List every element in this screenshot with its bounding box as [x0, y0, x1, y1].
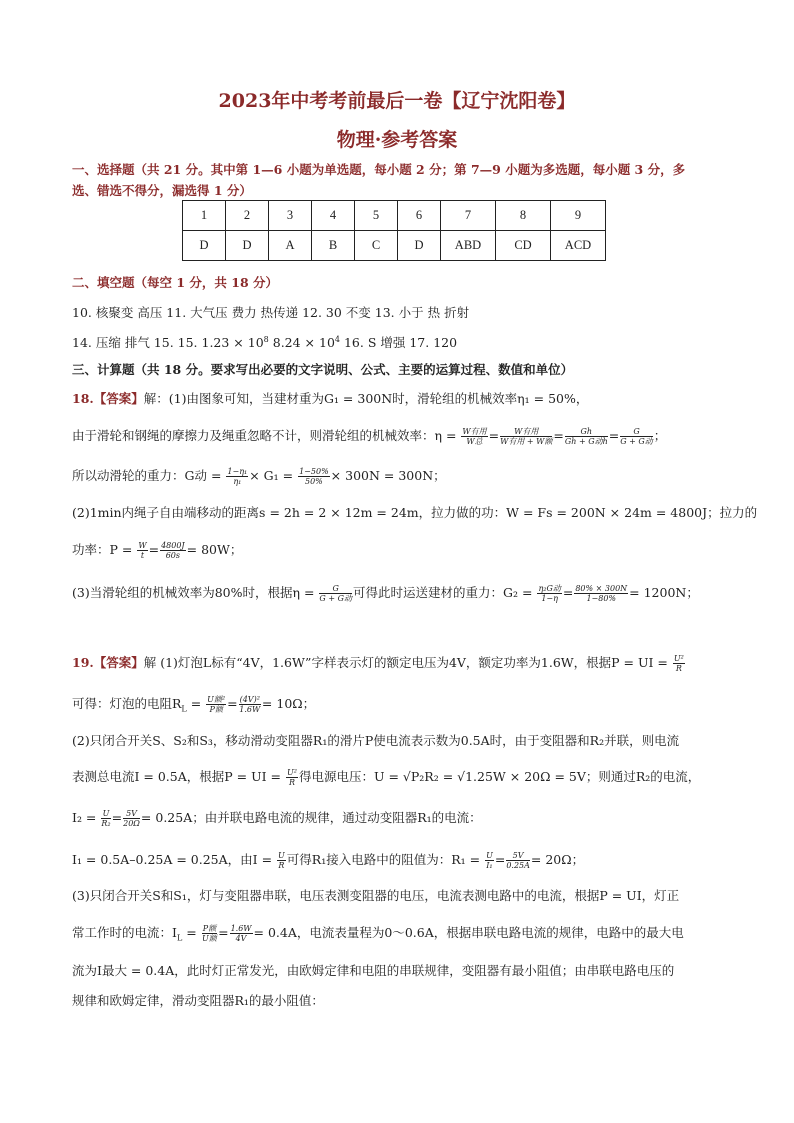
- section2-line2: [72, 333, 732, 351]
- answer-table: [182, 200, 606, 261]
- q18-text6b: 可得此时运送建材的重力：G₂ =: [353, 585, 533, 600]
- q19-text1: 解 (1)灯泡L标有“4V，1.6W”字样表示灯的额定电压为4V，额定功率为1.6W，根据P = UI =: [143, 655, 668, 670]
- frac-g: $\frac{4800J}{60s}$: [161, 541, 185, 560]
- frac-p: $\frac{5V}{20\Omega}$: [123, 809, 140, 828]
- q19-text8: 常工作时的电流：I: [72, 925, 177, 940]
- table-number-cell: 5: [355, 201, 398, 231]
- frac-m: $\frac{\text{(4V)²}}{1.6W}$: [239, 695, 261, 714]
- q19-line10: 规律和欧姆定律，滑动变阻器R₁的最小阻值：: [72, 993, 324, 1008]
- q18-line5: 功率：P = $\frac{W}{t}$ = $\frac{4800J}{60s}$ = 80W；: [72, 541, 243, 560]
- table-answer-cell: ACD: [551, 231, 606, 261]
- frac-h: $\frac{G}{\text{G + G动}}$: [319, 584, 352, 603]
- frac-l: $\frac{\text{U额²}}{\text{P额}}$: [207, 695, 226, 714]
- q18-text3: 所以动滑轮的重力：G动 =: [72, 468, 222, 483]
- frac-q: $\frac{U}{R}$: [278, 851, 285, 870]
- q19-line3: (2)只闭合开关S、S₂和S₃，移动滑动变阻器R₁的滑片P使电流表示数为0.5A时，由于变阻器和R₂并联，则电流: [72, 733, 680, 748]
- q18-label: 18.【答案】: [72, 391, 144, 406]
- q18-text3b: × G₁ =: [249, 468, 294, 483]
- q19-line2: 可得：灯泡的电阻$R_L$ = $\frac{\text{U额²}}{\text{P额}}$ = $\frac{\text{(4V)²}}{1.6W}$ = 10Ω；: [72, 695, 316, 714]
- exponent-1: 8: [263, 334, 269, 344]
- frac-e: $\frac{1-50\%}{50\%}$: [299, 467, 329, 486]
- section2-line1: 10. 核聚变 高压 11. 大气压 费力 热传递 12. 30 不变 13. 小于 热 折射: [72, 305, 470, 320]
- frac-o: $\frac{U}{\text{R₂}}$: [101, 809, 111, 828]
- frac-c: $\frac{G}{\text{G + G动}}$: [620, 427, 653, 446]
- q18-text6: (3)当滑轮组的机械效率为80%时，根据η =: [72, 585, 315, 600]
- table-number-cell: 9: [551, 201, 606, 231]
- q18-text3c: × 300N = 300N；: [330, 468, 446, 483]
- table-number-cell: 1: [183, 201, 226, 231]
- section2-heading: 二、填空题（每空 1 分，共 18 分）: [72, 275, 279, 290]
- q19-text4: 表测总电流I = 0.5A，根据P = UI =: [72, 769, 282, 784]
- frac-s: $\frac{5V}{0.25A}$: [506, 851, 530, 870]
- frac-j: $\frac{80\% \times 300N}{1-80\%}$: [575, 584, 628, 603]
- q18-line3: [72, 466, 732, 486]
- table-answer-cell: D: [226, 231, 269, 261]
- q19-text2: 可得：灯泡的电阻R: [72, 696, 182, 711]
- table-answer-cell: A: [269, 231, 312, 261]
- q19-line5: I₂ = $\frac{U}{\text{R₂}}$ = $\frac{5V}{20\Omega}$ = 0.25A；由并联电路电流的规律，通过动变阻器R₁的电流：: [72, 809, 482, 828]
- table-number-cell: 4: [312, 201, 355, 231]
- q19-line1: [72, 653, 732, 673]
- table-number-cell: 7: [441, 201, 496, 231]
- table-number-cell: 6: [398, 201, 441, 231]
- table-answer-cell: C: [355, 231, 398, 261]
- q19-text2b: = 10Ω；: [261, 696, 316, 711]
- q19-text6c: = 20Ω；: [530, 852, 585, 867]
- q18-line1: [72, 389, 732, 407]
- q18-text2: 由于滑轮和钢绳的摩擦力及绳重忽略不计，则滑轮组的机械效率：η =: [72, 428, 457, 443]
- section2-line2c: 16. S 增强 17. 120: [340, 335, 458, 350]
- table-number-cell: 8: [496, 201, 551, 231]
- exponent-2: 4: [334, 334, 340, 344]
- frac-a: $\frac{\text{W有用}}{\text{W有用 + W额}}$: [500, 427, 553, 446]
- q18-line2: 由于滑轮和钢绳的摩擦力及绳重忽略不计，则滑轮组的机械效率：η = $\frac{\text{W有用}}{\text{W总}}$ = $\frac{\text{W有用}}{\text{W有用 + W额}}$ = $\frac{Gh}{\text{Gh + G动h}}$ = $\frac{G}{\text{G + G动}}$ ；: [72, 427, 667, 446]
- table-answer-cell: D: [398, 231, 441, 261]
- q18-text5: 功率：P =: [72, 542, 133, 557]
- efficiency-formula: $\frac{\text{W有用}}{\text{W总}}$: [462, 427, 487, 446]
- frac-u: $\frac{1.6W}{4V}$: [230, 924, 252, 943]
- frac-f: $\frac{W}{t}$: [138, 541, 147, 560]
- page-title: 2023年中考考前最后一卷【辽宁沈阳卷】: [218, 90, 576, 112]
- frac-k: $\frac{\text{U²}}{R}$: [673, 654, 684, 673]
- q18-line4: (2)1min内绳子自由端移动的距离s = 2h = 2 × 12m = 24m，拉力做的功：W = Fs = 200N × 24m = 4800J；拉力的: [72, 505, 758, 520]
- q19-line9: 流为I最大 = 0.4A，此时灯正常发光，由欧姆定律和电阻的串联规律，变阻器有最小阻值；由串联电路电压的: [72, 963, 675, 978]
- table-answer-cell: ABD: [441, 231, 496, 261]
- frac-d: $\frac{\text{1−η₁}}{\text{η₁}}$: [227, 467, 248, 486]
- frac-n: $\frac{\text{U²}}{R}$: [287, 768, 297, 787]
- q19-line7: (3)只闭合开关S和S₁，灯与变阻器串联，电压表测变阻器的电压，电流表测电路中的电流，根据P = UI，灯正: [72, 888, 680, 903]
- q19-line8: 常工作时的电流：$I_L$ = $\frac{\text{P额}}{\text{U额}}$ = $\frac{1.6W}{4V}$ = 0.4A，电流表量程为0～0.6A，根据串联电路电流的规律，电路中的最大电: [72, 924, 684, 943]
- table-answer-cell: B: [312, 231, 355, 261]
- frac-b: $\frac{Gh}{\text{Gh + G动h}}$: [564, 427, 608, 446]
- q18-text5b: = 80W；: [186, 542, 243, 557]
- q19-line4: [72, 767, 732, 787]
- q19-text4b: 得电源电压：U = √P₂R₂ = √1.25W × 20Ω = 5V；则通过R₂的电流，: [298, 769, 701, 784]
- q18-text6c: = 1200N；: [629, 585, 699, 600]
- page-subtitle: 物理·参考答案: [336, 129, 458, 151]
- answer-table-answer-row: [183, 231, 606, 261]
- q19-text5: I₂ =: [72, 810, 97, 825]
- table-answer-cell: CD: [496, 231, 551, 261]
- section1-line2: 选、错选不得分，漏选得 1 分）: [72, 183, 252, 198]
- q19-text6b: 可得R₁接入电路中的阻值为：R₁ =: [286, 852, 481, 867]
- frac-r: $\frac{U}{\text{I₁}}$: [486, 851, 493, 870]
- section3-heading: 三、计算题（共 18 分。要求写出必要的文字说明、公式、主要的运算过程、数值和单位）: [72, 362, 574, 377]
- q19-text6: I₁ = 0.5A–0.25A = 0.25A，由I =: [72, 852, 273, 867]
- frac-i: $\frac{\text{η₂G动}}{1-\eta}$: [538, 584, 561, 603]
- section2-line2b: 8.24 × 10: [268, 335, 335, 350]
- table-number-cell: 2: [226, 201, 269, 231]
- q19-line6: I₁ = 0.5A–0.25A = 0.25A，由I = $\frac{U}{R}$ 可得R₁接入电路中的阻值为：R₁ = $\frac{U}{\text{I₁}}$ = $\frac{5V}{0.25A}$ = 20Ω；: [72, 851, 585, 870]
- q18-text1: 解：(1)由图象可知，当建材重为G₁ = 300N时，滑轮组的机械效率η₁ = 50%，: [143, 391, 589, 406]
- answer-table-number-row: [183, 201, 606, 231]
- section1-line1: 一、选择题（共 21 分。其中第 1—6 小题为单选题，每小题 2 分；第 7—9 小题为多选题，每小题 3 分，多: [72, 162, 686, 177]
- section2-line2a: 14. 压缩 排气 15. 15. 1.23 × 10: [72, 335, 264, 350]
- q19-text5b: = 0.25A；由并联电路电流的规律，通过动变阻器R₁的电流：: [140, 810, 482, 825]
- frac-t: $\frac{\text{P额}}{\text{U额}}$: [202, 924, 217, 943]
- q18-line6: (3)当滑轮组的机械效率为80%时，根据η = $\frac{G}{\text{G + G动}}$ 可得此时运送建材的重力：G₂ = $\frac{\text{η₂G动}}{1-\eta}$ = $\frac{80\% \times 300N}{1-80\%}$ = 1200N；: [72, 584, 699, 603]
- table-number-cell: 3: [269, 201, 312, 231]
- q19-label: 19.【答案】: [72, 655, 144, 670]
- q19-text8b: = 0.4A，电流表量程为0～0.6A，根据串联电路电流的规律，电路中的最大电: [253, 925, 684, 940]
- table-answer-cell: D: [183, 231, 226, 261]
